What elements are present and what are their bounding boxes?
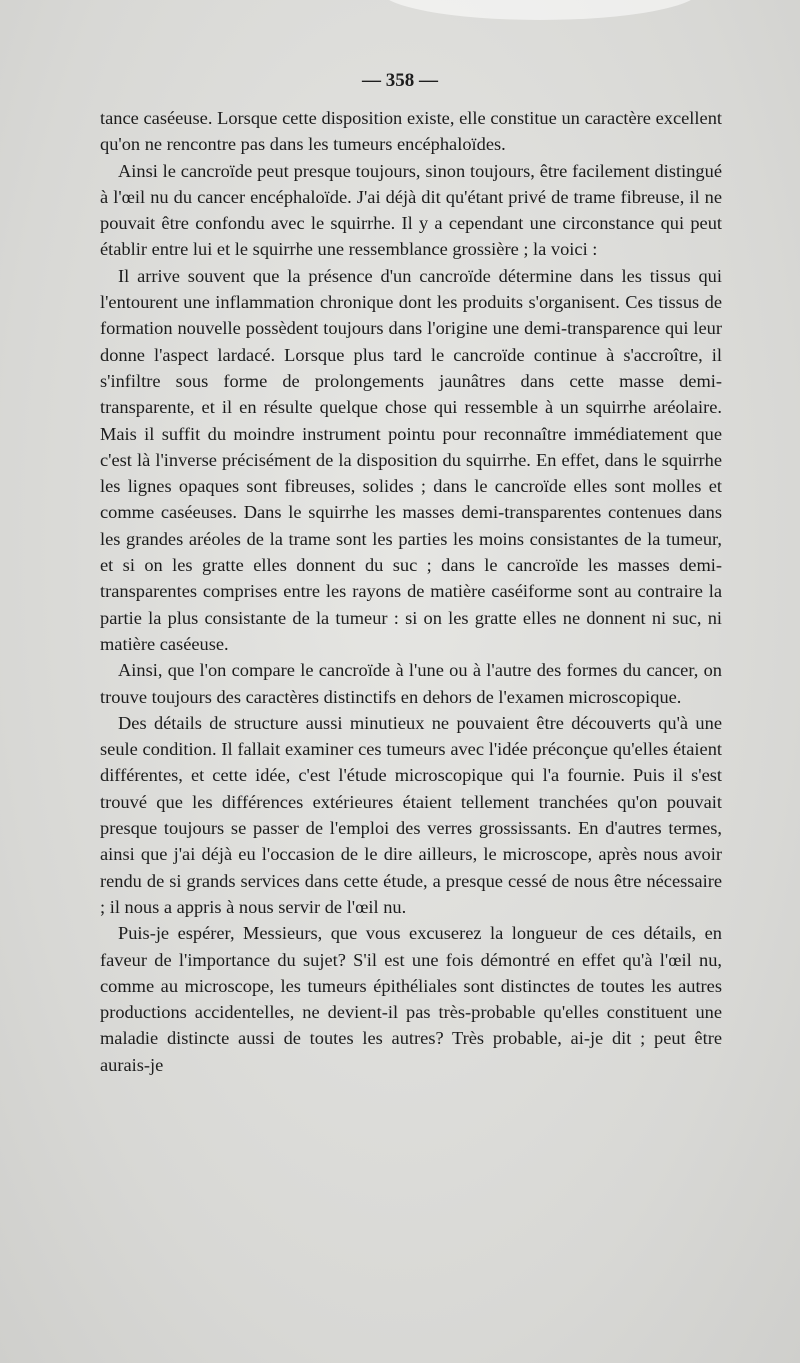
paragraph: Puis-je espérer, Messieurs, que vous excuserez la longueur de ces détails, en faveur de l'importance du sujet? S'il est une fois démontré en effet qu'à l'œil nu, comme au microscope, les tumeurs épithéliales sont distinctes de toutes les autres productions accidentelles, ne devient-il pas très-probable qu'elles constituent une maladie distincte aussi de toutes les autres? Très probable, ai-je dit ; peut être aurais-je — [100, 923, 722, 1075]
paragraph: tance caséeuse. Lorsque cette disposition existe, elle constitue un caractère excellent qu'on ne rencontre pas dans les tumeurs encéphaloïdes. — [100, 108, 722, 155]
paragraph: Ainsi, que l'on compare le cancroïde à l'une ou à l'autre des formes du cancer, on trouve toujours des caractères distinctifs en dehors de l'examen microscopique. — [100, 660, 722, 707]
paragraph: Il arrive souvent que la présence d'un cancroïde détermine dans les tissus qui l'entourent une inflammation chronique dont les produits s'organisent. Ces tissus de formation nouvelle possèdent toujours dans l'origine une demi-transparence qui leur donne l'aspect lardacé. Lorsque plus tard le cancroïde continue à s'accroître, il s'infiltre sous forme de prolongements jaunâtres dans cette masse demi-transparente, et il en résulte quelque chose qui ressemble à un squirrhe aréolaire. Mais il suffit du moindre instrument pointu pour reconnaître immédiatement que c'est là l'inverse précisément de la disposition du squirrhe. En effet, dans le squirrhe les lignes opaques sont fibreuses, solides ; dans le cancroïde elles sont molles et comme caséeuses. Dans le squirrhe les masses demi-transparentes contenues dans les grandes aréoles de la trame sont les parties les moins consistantes de la tumeur, et si on les gratte elles donnent du suc ; dans le cancroïde les masses demi-transparentes comprises entre les rayons de matière caséiforme sont au contraire la partie la plus consistante de la tumeur : si on les gratte elles ne donnent ni suc, ni matière caséeuse. — [100, 265, 722, 654]
page-fold-shadow — [380, 0, 700, 20]
paragraph: Ainsi le cancroïde peut presque toujours, sinon toujours, être facilement distingué à l'œil nu du cancer encéphaloïde. J'ai déjà dit qu'étant privé de trame fibreuse, il ne pouvait être confondu avec le squirrhe. Il y a cependant une circonstance qui peut établir entre lui et le squirrhe une ressemblance grossière ; la voici : — [100, 160, 722, 260]
paragraph: Des détails de structure aussi minutieux ne pouvaient être découverts qu'à une seule condition. Il fallait examiner ces tumeurs avec l'idée préconçue qu'elles étaient différentes, et cette idée, c'est l'étude microscopique qui l'a fournie. Puis il s'est trouvé que les différences extérieures étaient tellement tranchées qu'on pouvait presque toujours se passer de l'emploi des verres grossissants. En d'autres termes, ainsi que j'ai déjà eu l'occasion de le dire ailleurs, le microscope, après nous avoir rendu de si grands services dans cette étude, a presque cessé de nous être nécessaire ; il nous a appris à nous servir de l'œil nu. — [100, 712, 722, 917]
page-body — [100, 105, 722, 1078]
page-number: — 358 — — [362, 70, 438, 91]
